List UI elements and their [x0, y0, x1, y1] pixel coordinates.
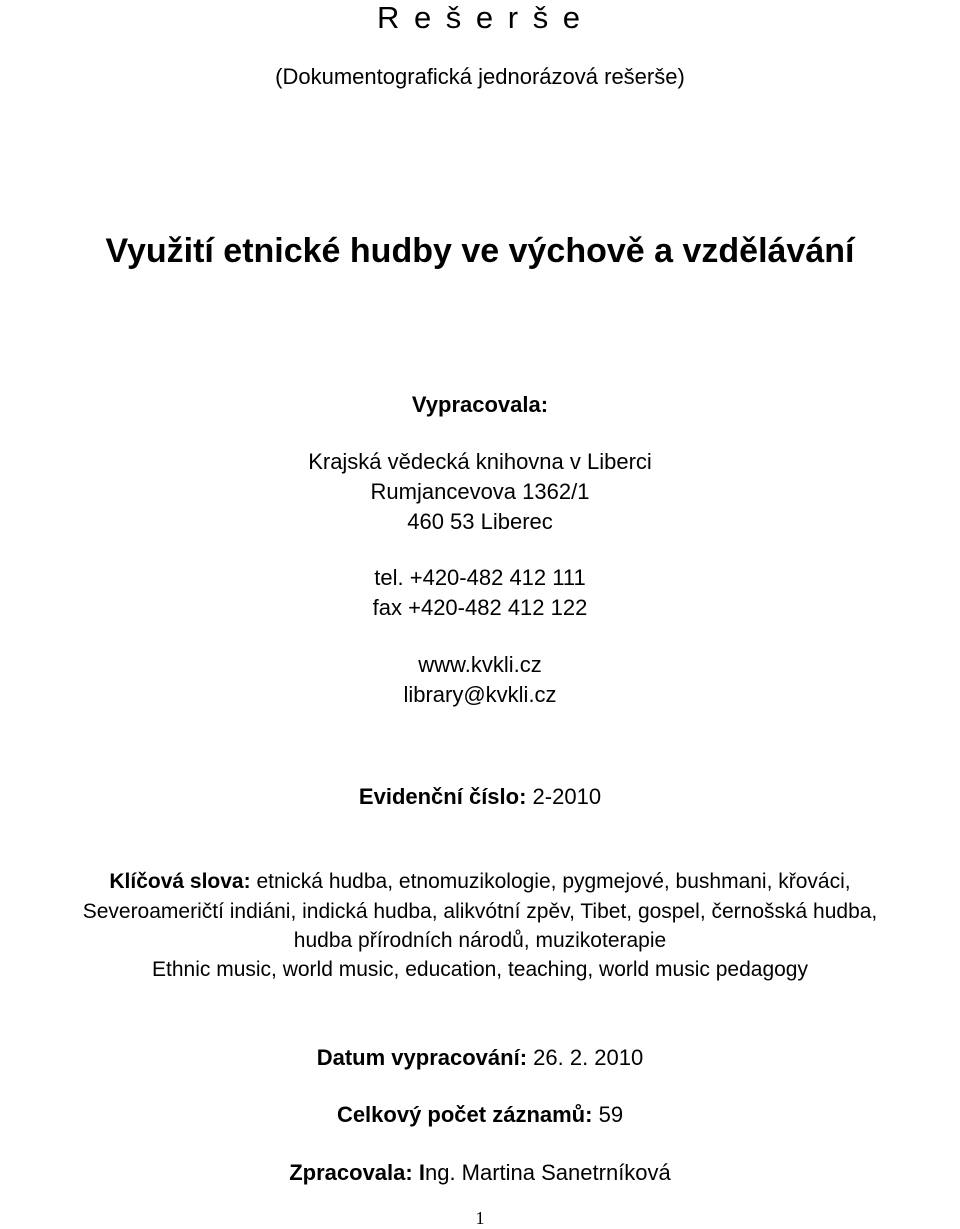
record-count — [0, 1102, 960, 1127]
record-count-value: 59 — [598, 1102, 624, 1127]
processing-date — [0, 1045, 960, 1070]
record-count-label: Celkový počet záznamů: — [336, 1102, 593, 1127]
document-title: R e š e r š e — [376, 0, 584, 35]
keywords-text-1: etnická hudba, etnomuzikologie, pygmejové, bushmani, křováci, — [256, 870, 851, 893]
processed-by-label: Zpracovala: — [289, 1160, 413, 1185]
fax-number: fax +420-482 412 122 — [372, 595, 588, 620]
keywords-line-2: Severoameričtí indiáni, indická hudba, alikvótní zpěv, Tibet, gospel, černošská hudba, — [82, 900, 878, 923]
processed-by-name: ng. Martina Sanetrníková — [424, 1160, 671, 1185]
city-address: 460 53 Liberec — [407, 509, 553, 534]
institution-name: Krajská vědecká knihovna v Liberci — [308, 449, 652, 474]
processed-by-value — [419, 1160, 671, 1185]
keywords-line-4: Ethnic music, world music, education, teaching, world music pedagogy — [152, 958, 808, 981]
processed-by — [0, 1160, 960, 1185]
page-number: 1 — [475, 1208, 485, 1228]
keywords-line-3: hudba přírodních národů, muzikoterapie — [293, 929, 667, 952]
processing-date-label: Datum vypracování: — [316, 1045, 528, 1070]
document-subtitle: (Dokumentografická jednorázová rešerše) — [275, 64, 685, 89]
processing-date-value: 26. 2. 2010 — [533, 1045, 644, 1070]
email-link[interactable]: library@kvkli.cz — [403, 682, 557, 707]
prepared-by-label: Vypracovala: — [411, 392, 549, 417]
record-number — [0, 784, 960, 809]
keywords-label: Klíčová slova: — [109, 870, 251, 893]
record-number-value: 2-2010 — [532, 784, 602, 809]
record-number-label: Evidenční číslo: — [358, 784, 527, 809]
main-heading: Využití etnické hudby ve výchově a vzdělávání — [105, 232, 855, 270]
keywords-line-1 — [0, 870, 960, 894]
website-link[interactable]: www.kvkli.cz — [418, 652, 542, 677]
phone-number: tel. +420-482 412 111 — [374, 565, 586, 590]
processed-by-initial: I — [418, 1160, 425, 1185]
street-address: Rumjancevova 1362/1 — [370, 479, 590, 504]
